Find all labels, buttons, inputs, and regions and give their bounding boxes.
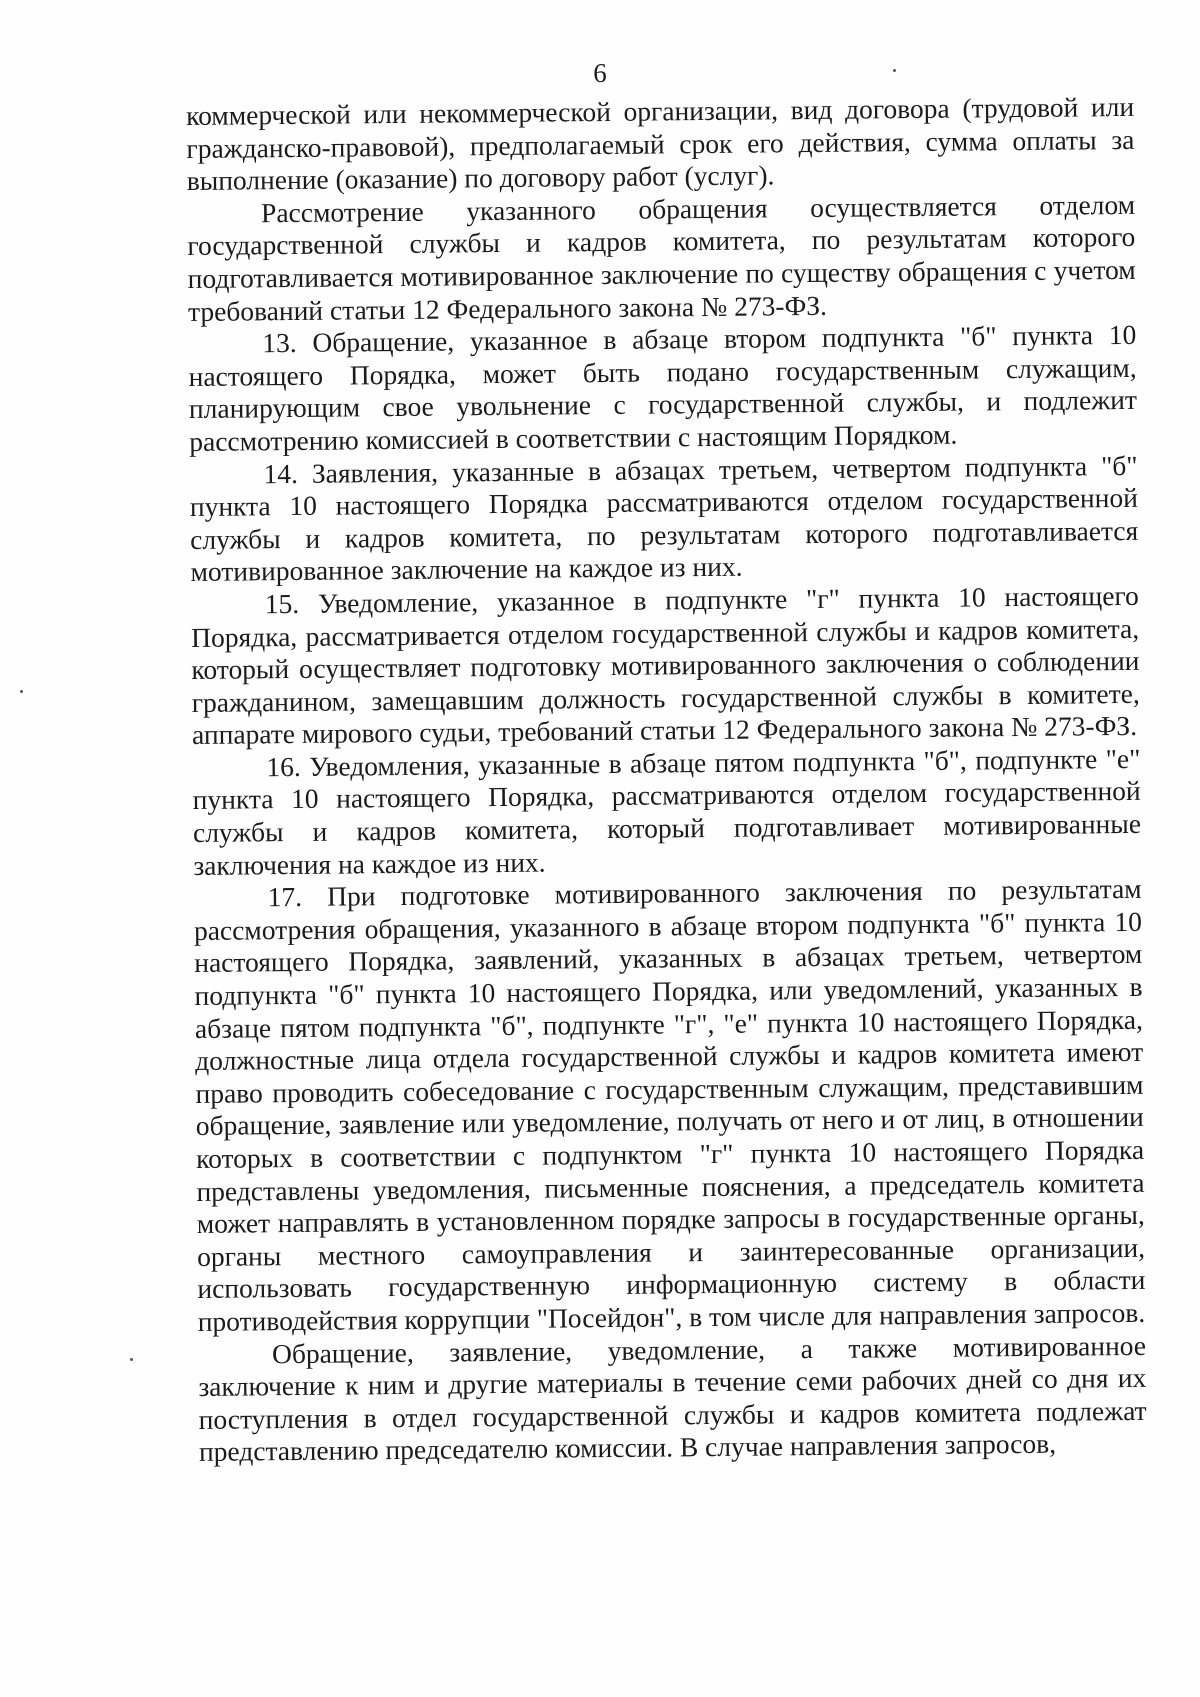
document-body bbox=[186, 91, 1147, 1469]
paragraph-review-of-appeal: Рассмотрение указанного обращения осуществляется отделом государственной службы и кадров комитета, по результатам которого подготавливается мотивированное заключение по существу обращения с учетом требований статьи 12 Федерального закона № 273-ФЗ. bbox=[187, 188, 1136, 327]
paragraph-13: 13. Обращение, указанное в абзаце втором подпункта "б" пункта 10 настоящего Порядка, может быть подано государственным служащим, планирующим свое увольнение с государственной службы, и подлежит рассмотрению комиссией в соответствии с настоящим Порядком. bbox=[188, 319, 1138, 457]
scan-speck bbox=[20, 690, 23, 693]
paragraph-14: 14. Заявления, указанные в абзацах третьем, четвертом подпункта "б" пункта 10 настоящего Порядка рассматриваются отделом государственной службы и кадров комитета, по результатам которого подготавливается мотивированное заключение на каждое из них. bbox=[189, 449, 1139, 588]
paragraph-continuation: коммерческой или некоммерческой организации, вид договора (трудовой или гражданско-правовой), предполагаемый срок его действия, сумма оплаты за выполнение (оказание) по договору работ (услуг). bbox=[186, 90, 1135, 197]
paragraph-17: 17. При подготовке мотивированного заключения по результатам рассмотрения обращения, указанного в абзаце втором подпункта "б" пункта 10 настоящего Порядка, заявлений, указанных в абзацах третьем, четвертом подпункта "б" пункта 10 настоящего Порядка, или уведомлений, указанных в абзаце пятом подпункта "б", подпункте "г", "е" пункта 10 настоящего Порядка, должностные лица отдела государственной службы и кадров комитета имеют право проводить собеседование с государственным служащим, представившим обращение, заявление или уведомление, получать от него и от лиц, в отношении которых в соответствии с подпунктом "г" пункта 10 настоящего Порядка представлены уведомления, письменные пояснения, а председатель комитета может направлять в установленном порядке запросы в государственные органы, органы местного самоуправления и заинтересованные организации, использовать государственную информационную систему в области противодействия коррупции "Посейдон", в том числе для направления запросов. bbox=[193, 873, 1146, 1337]
paragraph-16: 16. Уведомления, указанные в абзаце пятом подпункта "б", подпункте "е" пункта 10 настоящего Порядка, рассматриваются отделом государственной службы и кадров комитета, который подготавливает мотивированные заключения на каждое из них. bbox=[192, 742, 1142, 881]
paragraph-materials-submission: Обращение, заявление, уведомление, а также мотивированное заключение к ним и другие материалы в течение семи рабочих дней со дня их поступления в отдел государственной службы и кадров комитета подлежат представлению председателю комиссии. В случае направления запросов, bbox=[198, 1329, 1147, 1468]
scan-speck bbox=[130, 1358, 133, 1361]
paragraph-15: 15. Уведомление, указанное в подпункте "г" пункта 10 настоящего Порядка, рассматривается отделом государственной службы и кадров комитета, который осуществляет подготовку мотивированного заключения о соблюдении гражданином, замещавшим должность государственной службы в комитете, аппарате мирового судьи, требований статьи 12 Федерального закона № 273-ФЗ. bbox=[191, 579, 1140, 751]
page-number: 6 bbox=[593, 58, 607, 88]
scan-speck bbox=[893, 69, 896, 72]
